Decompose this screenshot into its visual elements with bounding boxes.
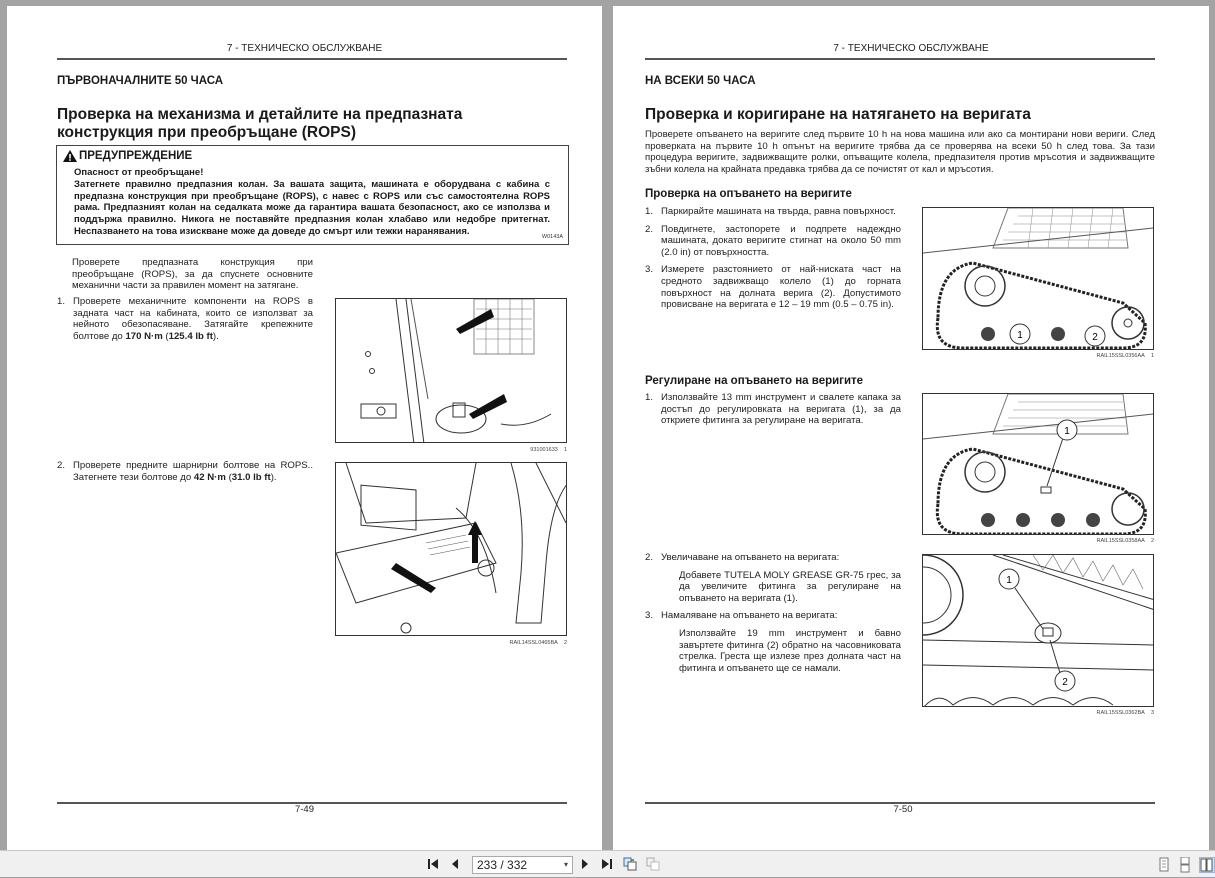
first-page-icon [427,858,441,870]
step-text: Повдигнете, застопорете и подпрете надеждно машината, докато веригите стигнат на около 50 mm (2.0 in) от повърхността. [661,223,901,258]
step-item [57,460,313,483]
torque-value: 42 N·m [193,471,226,483]
step-text: Проверете механичните компоненти на ROPS в задната част на кабината, които се използват за нейното обезопасяване. Затягайте крепежните болтове до [73,296,313,342]
figure-code: RAIL15SSL0362BA [1096,710,1145,716]
step-text: Намаляване на опъването на веригата: [661,610,838,622]
figure-number: 1 [1150,353,1154,359]
figure-caption [467,640,567,646]
left-steps-1 [57,296,313,348]
figure-number: 2 [563,640,567,646]
torque-value-imperial: 31.0 lb ft [231,471,271,483]
step-item [645,392,901,427]
running-head: 7 - ТЕХНИЧЕСКО ОБСЛУЖВАНЕ [833,43,989,54]
figure-track-check [922,207,1154,350]
step-number: 1. [645,392,654,403]
step-text: Увеличаване на опъването на веригата: [661,552,840,563]
figure-track-adjust [922,393,1154,535]
callout-1: 1 [1017,330,1023,341]
section-heading: ПЪРВОНАЧАЛНИТЕ 50 ЧАСА [57,75,224,87]
next-page-icon [580,858,590,870]
callout-2: 2 [1092,332,1098,343]
step-number: 2. [645,552,654,563]
single-page-icon [1157,857,1171,873]
step-item [57,296,313,342]
intro-paragraph: Проверете предпазната конструкция при преобръщане (ROPS), за да спуснете основните механични части за правилен момент на затягане. [72,257,313,292]
header-rule [645,58,1155,60]
dropdown-arrow-icon: ▾ [563,860,568,869]
page-indicator: 233 / 332 [477,858,528,872]
first-page-button[interactable] [427,857,441,871]
step-number: 1. [645,206,654,217]
callout-1: 1 [1064,426,1070,437]
step-text: ). [212,330,219,342]
figure-caption [1053,353,1154,359]
figure-code: 931001633 [530,447,558,453]
warning-title: ПРЕДУПРЕЖДЕНИЕ [79,150,193,162]
step-item [645,264,901,310]
adjust-step-1 [645,392,901,433]
previous-page-icon [450,858,460,870]
rops-front-illustration [336,463,567,636]
step-number: 1. [57,296,66,307]
title-line-1: Проверка на механизма и детайлите на предпазната [57,106,463,123]
callout-1: 1 [1006,575,1012,586]
back-view-icon [623,857,637,871]
navigation-toolbar [0,850,1215,877]
go-forward-view-button[interactable] [646,857,660,871]
figure-number: 3 [1150,710,1154,716]
warning-code: W0143A [541,234,563,240]
page-title [57,106,567,142]
figure-code: RAIL15SSL0358AA [1096,538,1145,544]
warning-text [74,167,550,238]
warning-heading [63,150,192,162]
step-text: ( [225,471,232,483]
left-steps-2 [57,460,313,489]
figure-number: 2 [1150,538,1154,544]
step-text: ( [162,330,169,342]
subheading-check: Проверка на опъването на веригите [645,188,852,200]
running-head: 7 - ТЕХНИЧЕСКО ОБСЛУЖВАНЕ [226,43,383,54]
check-steps [645,206,901,317]
adjust-steps-2-3 [645,552,901,680]
page-7-49 [7,6,602,850]
figure-number: 1 [563,447,567,453]
figure-caption [1053,538,1154,544]
view-single-page-button[interactable] [1157,857,1171,873]
forward-view-icon [646,857,660,871]
title-line-2: конструкция при преобръщане (ROPS) [57,124,356,141]
page-title: Проверка и коригиране на натягането на веригата [645,106,1031,123]
figure-caption [487,447,567,453]
step-detail: Използвайте 19 mm инструмент и бавно завъртете фитинга (2) обратно на часовниковата стрелка. Греста ще излезе през долната част на фитинга и опъването ще се намали. [679,627,901,674]
two-page-icon [1200,858,1214,872]
step-item [645,610,901,674]
torque-value-imperial: 125.4 lb ft [168,330,213,342]
figure-rops-front [335,462,567,636]
step-number: 2. [57,460,66,471]
page-7-50 [613,6,1209,850]
last-page-button[interactable] [599,857,613,871]
view-continuous-button[interactable] [1178,857,1192,873]
next-page-button[interactable] [578,857,592,871]
rops-rear-illustration [336,299,567,443]
figure-rops-rear [335,298,567,443]
warning-box [56,145,569,245]
step-number: 2. [645,223,654,235]
step-text: Паркирайте машината на твърда, равна повърхност. [661,206,896,217]
warning-triangle-icon [63,150,77,162]
step-text: ). [270,471,277,483]
last-page-icon [599,858,613,870]
step-number: 3. [645,264,654,276]
figure-grease-fitting [922,554,1154,707]
step-number: 3. [645,610,654,622]
page-number: 7-49 [294,804,314,815]
track-illustration [923,208,1154,350]
header-rule [57,58,567,60]
subheading-adjust: Регулиране на опъването на веригите [645,375,864,387]
step-detail: Добавете TUTELA MOLY GREASE GR-75 грес, за да увеличите фитинга за регулиране на опъването на веригата (1). [679,569,901,604]
intro-paragraph: Проверете опъването на веригите след първите 10 h на нова машина или ако са монтирани нови вериги. След проверката на първите 10 h опънът на веригите трябва да се проверява на всеки 50 h след това. За тази процедура веригите, задвижващите ролки, опъващите колела, предпазителя против мръсотия и задвижващите зъбни колела на крайната предавка трябва да се почистят от кал и мръсотия. [645,129,1155,175]
track-adjust-illustration [923,394,1154,535]
figure-code: RAIL14SSL0465BA [509,640,558,646]
section-heading: НА ВСЕКИ 50 ЧАСА [645,75,756,87]
grease-fitting-illustration [923,555,1154,707]
figure-caption [1053,710,1154,716]
callout-2: 2 [1062,677,1068,688]
view-two-page-button[interactable] [1199,857,1215,873]
continuous-page-icon [1178,857,1192,873]
warning-body: Затегнете правилно предпазния колан. За вашата защита, машината е оборудвана с кабина с предпазна конструкция при преобръщане (ROPS), с навес с ROPS или със самостоятелна ROPS рама. Предпазният колан на седалката може да гарантира вашата безопасност, ако се използва и поддържа правилно. Никога не поставяйте предпазния колан хлабаво или недобре притегнат. Неспазването на това изискване може да доведе до смърт или тежки наранявания. [74,178,550,237]
warning-line1: Опасност от преобръщане! [74,167,204,178]
page-number-select[interactable] [472,856,573,874]
figure-code: RAIL15SSL0356AA [1096,353,1145,359]
step-text: Проверете предните шарнирни болтове на ROPS.. Затегнете тези болтове до [73,460,313,483]
step-text: Измерете разстоянието от най-ниската част на средното задвижващо колело (1) до горната повърхност на долната верига (2). Допустимото провисване на веригата е 12 – 19 mm (0.5 – 0.75 in). [661,264,901,311]
step-text: Използвайте 13 mm инструмент и свалете капака за достъп до регулировката на веригата (1), за да откриете фитинга за регулиране на веригата. [661,392,901,427]
page-number: 7-50 [893,804,913,815]
go-back-view-button[interactable] [623,857,637,871]
step-item [645,206,901,218]
previous-page-button[interactable] [448,857,462,871]
torque-value: 170 N·m [125,330,163,342]
step-item [645,552,901,604]
step-item [645,224,901,259]
